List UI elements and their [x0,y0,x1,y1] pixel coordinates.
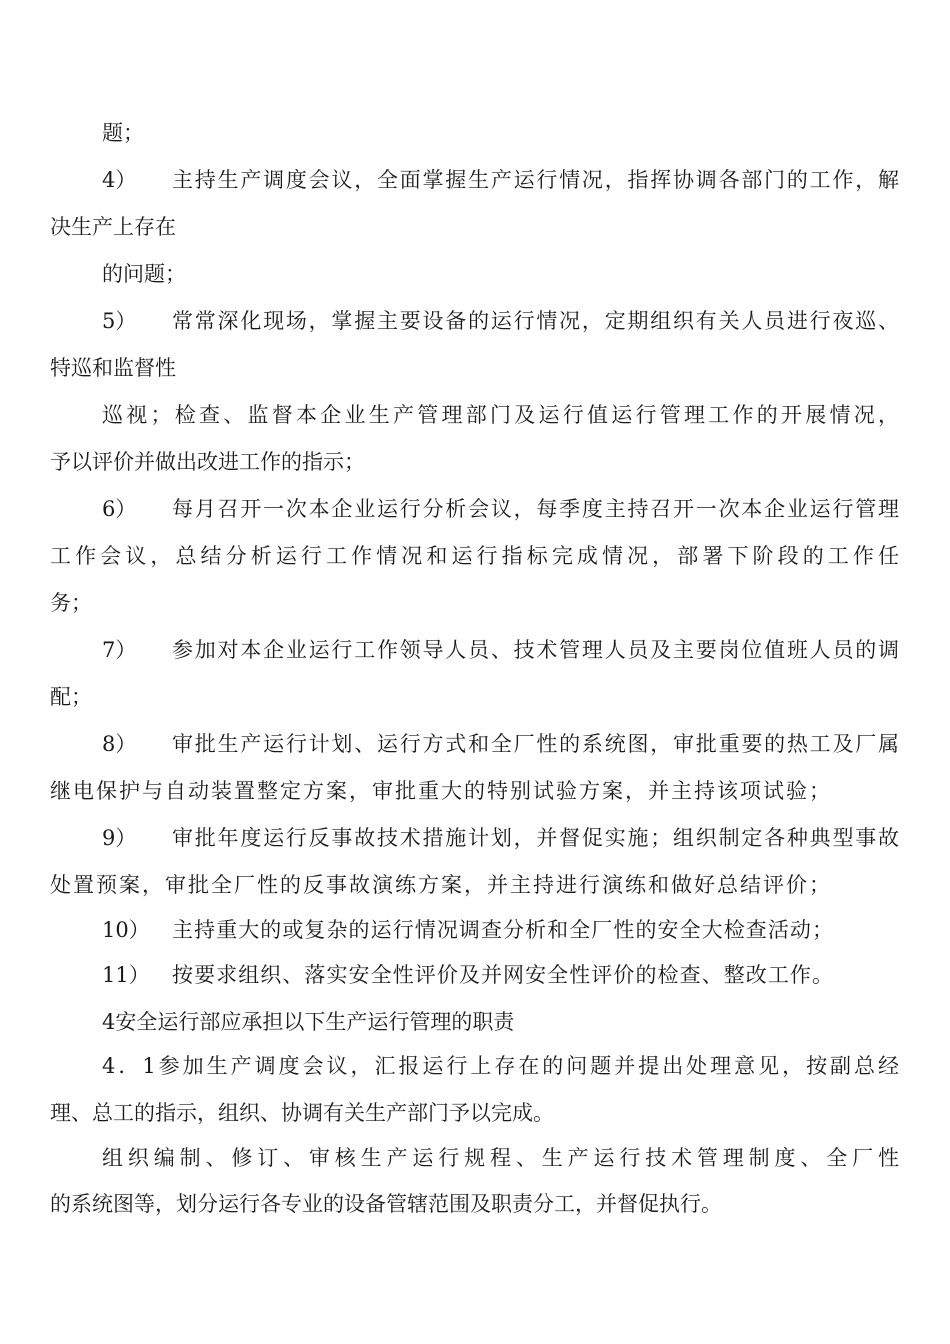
list-number: 4） [102,168,137,192]
text-line: 常常深化现场，掌握主要设备的运行情况，定期组织有关人员进行夜巡、 [172,309,899,333]
text-line: 审批年度运行反事故技术措施计划，并督促实施；组织制定各种典型事故 [172,826,899,850]
text-line: 务； [50,591,92,615]
text-line: 主持重大的或复杂的运行情况调查分析和全厂性的安全大检查活动； [172,918,833,942]
text-line: 参加对本企业运行工作领导人员、技术管理人员及主要岗位值班人员的调 [172,638,899,662]
section-heading: 4安全运行部应承担以下生产运行管理的职责 [102,1010,515,1034]
text-line: 理、总工的指示，组织、协调有关生产部门予以完成。 [50,1101,554,1125]
text-line: 4．1参加生产调度会议，汇报运行上存在的问题并提出处理意见，按副总经 [102,1054,899,1078]
text-line: 按要求组织、落实安全性评价及并网安全性评价的检查、整改工作。 [172,963,833,987]
text-line: 配； [50,685,92,709]
text-line: 每月召开一次本企业运行分析会议，每季度主持召开一次本企业运行管理 [172,497,899,521]
text-line: 处置预案，审批全厂性的反事故演练方案，并主持进行演练和做好总结评价； [50,873,830,897]
text-line: 审批生产运行计划、运行方式和全厂性的系统图，审批重要的热工及厂属 [172,732,899,756]
list-number: 7） [102,638,137,662]
text-line: 的系统图等，划分运行各专业的设备管辖范围及职责分工，并督促执行。 [50,1192,722,1216]
text-line: 继电保护与自动装置整定方案，审批重大的特别试验方案，并主持该项试验； [50,779,830,803]
text-line: 题； [102,121,144,145]
text-line: 特巡和监督性 [50,356,176,380]
text-line: 主持生产调度会议，全面掌握生产运行情况，指挥协调各部门的工作，解 [172,168,899,192]
list-number: 11） [102,963,150,987]
list-number: 9） [102,826,137,850]
text-line: 巡视；检查、监督本企业生产管理部门及运行值运行管理工作的开展情况， [102,403,899,427]
text-line: 工作会议，总结分析运行工作情况和运行指标完成情况，部署下阶段的工作任 [50,544,899,568]
text-line: 组织编制、修订、审核生产运行规程、生产运行技术管理制度、全厂性 [102,1146,899,1170]
list-number: 10） [102,918,150,942]
text-line: 予以评价并做出改进工作的指示； [50,450,365,474]
list-number: 6） [102,497,137,521]
text-line: 决生产上存在 [50,215,176,239]
text-line: 的问题； [102,262,186,286]
list-number: 5） [102,309,137,333]
list-number: 8） [102,732,137,756]
